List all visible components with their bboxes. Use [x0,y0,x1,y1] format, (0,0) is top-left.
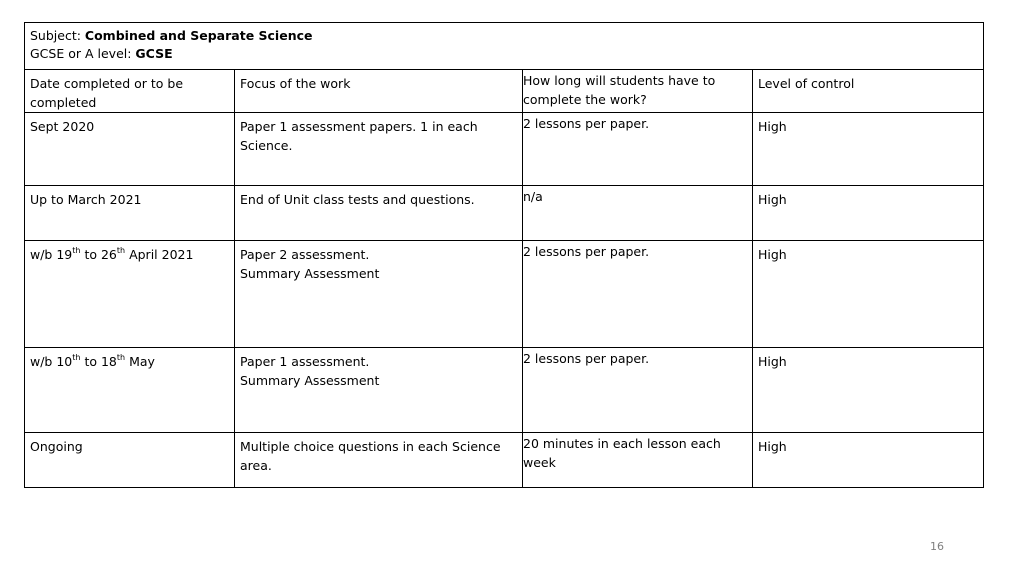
column-header-focus: Focus of the work [240,76,351,91]
table-row [25,186,984,241]
row-duration: 2 lessons per paper. [523,351,650,366]
row-control: High [758,192,787,207]
subject-line [30,27,978,45]
column-header-duration: How long will students have to complete the work? [523,73,716,107]
subject-row [25,23,984,70]
row-focus: End of Unit class tests and questions. [240,192,475,207]
row-control: High [758,354,787,369]
subject-header [25,23,983,69]
level-line [30,45,978,63]
subject-label: Subject: [30,28,85,43]
column-header-row [25,70,984,113]
row-focus: Paper 2 assessment. Summary Assessment [240,247,380,281]
row-focus: Multiple choice questions in each Science area. [240,439,501,473]
row-date: Sept 2020 [30,119,95,134]
row-date: w/b 10th to 18th May [30,353,155,369]
assessment-table [24,22,984,488]
row-duration: 2 lessons per paper. [523,116,650,131]
level-value: GCSE [135,46,173,61]
page-number: 16 [930,540,944,553]
subject-value: Combined and Separate Science [84,28,313,43]
column-header-control: Level of control [758,76,855,91]
row-focus: Paper 1 assessment. Summary Assessment [240,354,380,388]
table-row [25,241,984,348]
table-row [25,113,984,186]
column-header-date: Date completed or to be completed [30,76,184,110]
table-row [25,433,984,488]
row-duration: 2 lessons per paper. [523,244,650,259]
row-date: Ongoing [30,439,83,454]
row-date: w/b 19th to 26th April 2021 [30,246,194,262]
row-focus: Paper 1 assessment papers. 1 in each Science. [240,119,478,153]
row-duration: 20 minutes in each lesson each week [523,436,721,470]
row-date: Up to March 2021 [30,192,142,207]
row-control: High [758,247,787,262]
level-label: GCSE or A level: [30,46,136,61]
table-row [25,348,984,433]
row-control: High [758,119,787,134]
row-control: High [758,439,787,454]
row-duration: n/a [523,189,543,204]
